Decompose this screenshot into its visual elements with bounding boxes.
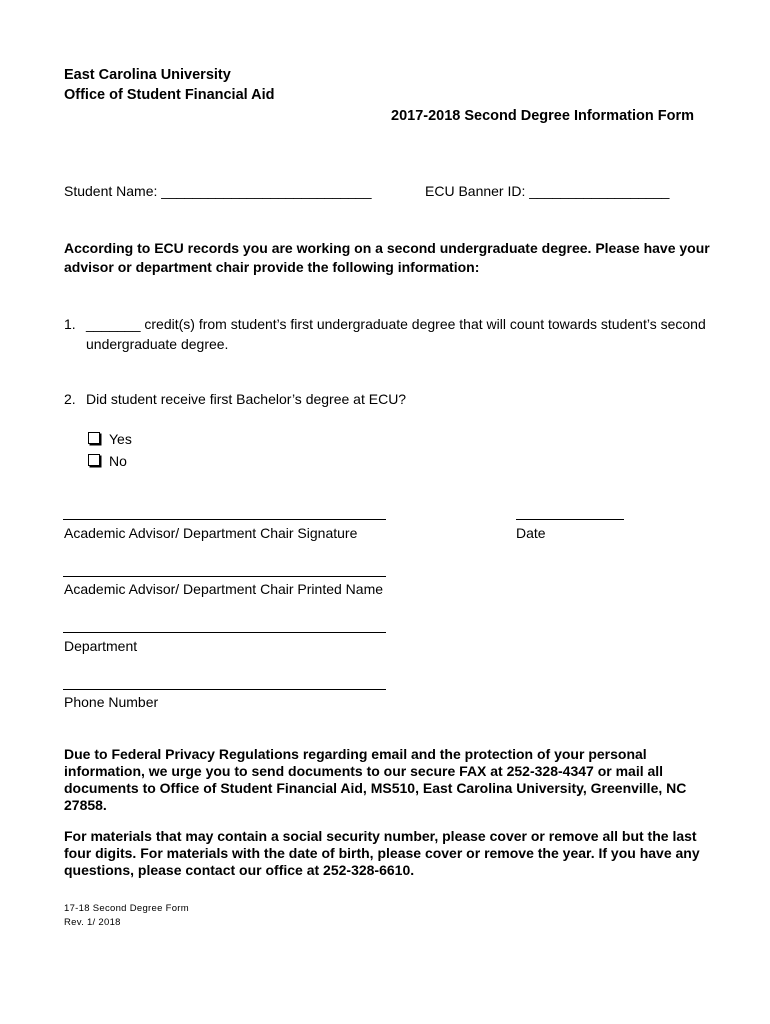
signature-line[interactable] xyxy=(63,519,386,520)
department-label: Department xyxy=(64,638,138,654)
question-2-text: Did student receive first Bachelor’s degree at ECU? xyxy=(86,391,407,407)
date-label: Date xyxy=(516,525,546,541)
student-name-label: Student Name: xyxy=(64,183,158,199)
no-label: No xyxy=(109,453,127,469)
ssn-notice-line-2: four digits. For materials with the date of birth, please cover or remove the year. If you have any xyxy=(64,845,700,861)
no-checkbox[interactable] xyxy=(88,454,100,466)
office-name: Office of Student Financial Aid xyxy=(64,87,275,103)
university-name: East Carolina University xyxy=(64,67,231,83)
phone-label: Phone Number xyxy=(64,694,159,710)
department-line[interactable] xyxy=(63,632,386,633)
printed-name-line[interactable] xyxy=(63,576,386,577)
student-name-blank[interactable]: ___________________________ xyxy=(161,183,372,199)
question-1-number: 1. xyxy=(64,316,76,332)
student-name-field[interactable] xyxy=(64,183,372,200)
privacy-notice-line-4: 27858. xyxy=(64,797,107,813)
banner-id-blank[interactable]: __________________ xyxy=(529,183,670,199)
privacy-notice-line-1: Due to Federal Privacy Regulations regarding email and the protection of your personal xyxy=(64,746,647,762)
date-line[interactable] xyxy=(516,519,624,520)
privacy-notice-line-3: documents to Office of Student Financial Aid, MS510, East Carolina University, Greenville, NC xyxy=(64,780,687,796)
banner-id-field[interactable] xyxy=(425,183,669,200)
question-2-number: 2. xyxy=(64,391,76,407)
privacy-notice-line-2: information, we urge you to send documents to our secure FAX at 252-328-4347 or mail all xyxy=(64,763,664,779)
intro-line-1: According to ECU records you are working on a second undergraduate degree. Please have your xyxy=(64,240,710,256)
yes-checkbox[interactable] xyxy=(88,432,100,444)
ssn-notice-line-3: questions, please contact our office at 252-328-6610. xyxy=(64,862,415,878)
yes-label: Yes xyxy=(109,431,132,447)
banner-id-label: ECU Banner ID: xyxy=(425,183,526,199)
signature-label: Academic Advisor/ Department Chair Signature xyxy=(64,525,358,541)
footer-revision: Rev. 1/ 2018 xyxy=(64,917,121,928)
ssn-notice-line-1: For materials that may contain a social security number, please cover or remove all but the last xyxy=(64,828,697,844)
printed-name-label: Academic Advisor/ Department Chair Printed Name xyxy=(64,581,384,597)
phone-line[interactable] xyxy=(63,689,386,690)
intro-line-2: advisor or department chair provide the following information: xyxy=(64,259,480,275)
question-1-text-cont: undergraduate degree. xyxy=(86,336,229,352)
form-title: 2017-2018 Second Degree Information Form xyxy=(391,108,694,124)
footer-form-name: 17-18 Second Degree Form xyxy=(64,903,189,914)
question-1-text[interactable]: _______ credit(s) from student’s first undergraduate degree that will count towards student’s second xyxy=(86,316,706,332)
